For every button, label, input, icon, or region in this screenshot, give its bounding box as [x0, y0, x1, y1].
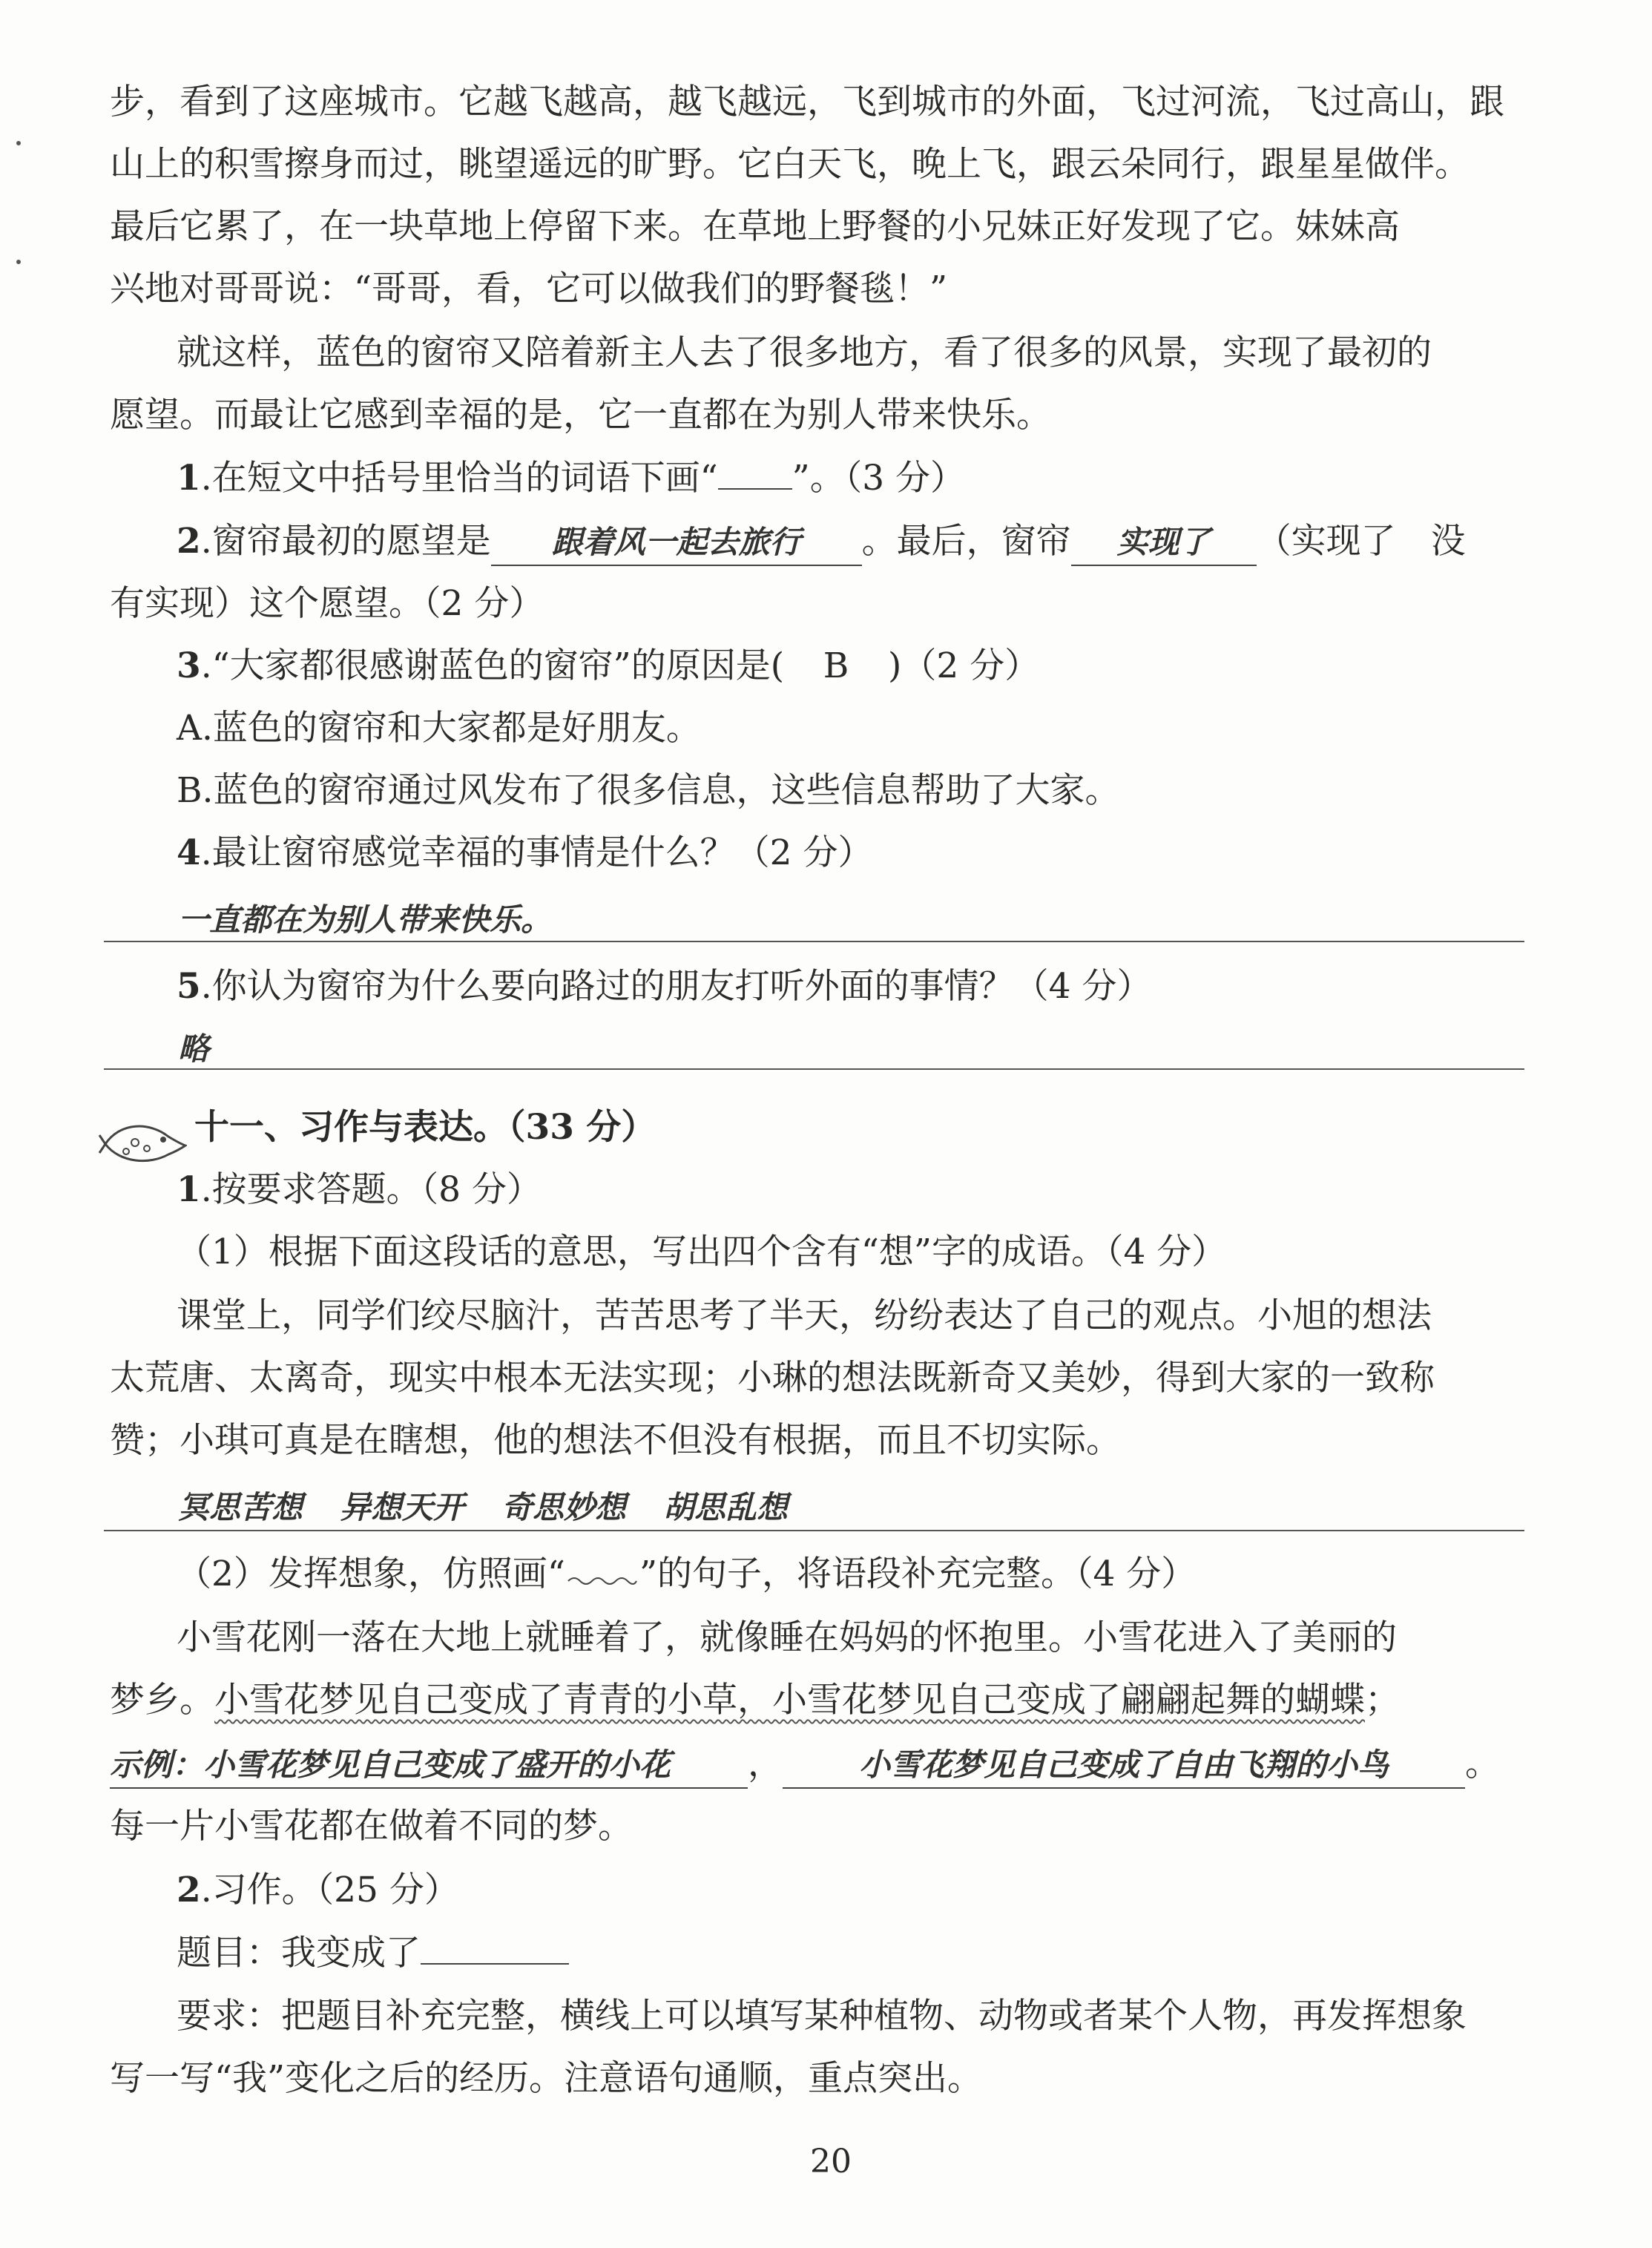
question-text: .你认为窗帘为什么要向路过的朋友打听外面的事情？（4 分）	[200, 966, 1152, 1007]
option-b: B.蓝色的窗帘通过风发布了很多信息，这些信息帮助了大家。	[177, 770, 1120, 811]
question-3	[177, 644, 1039, 688]
idiom-answers	[178, 1485, 788, 1530]
answer-blank: 实现了	[1071, 520, 1257, 566]
passage-line: 兴地对哥哥说：“哥哥，看，它可以做我们的野餐毯！”	[110, 269, 948, 309]
question-text: .窗帘最初的愿望是	[200, 521, 491, 562]
answer-blank: 小雪花梦见自己变成了自由飞翔的小鸟	[783, 1743, 1465, 1789]
answer-line	[104, 941, 1524, 942]
question-5	[177, 964, 1151, 1009]
passage-line	[110, 1678, 1400, 1723]
fish-icon	[98, 1114, 187, 1166]
idiom-answer: 奇思妙想	[501, 1489, 627, 1525]
question-text: )（2 分）	[888, 645, 1040, 686]
question-number: 2	[177, 521, 201, 562]
question-text: 。最后，窗帘	[861, 521, 1071, 562]
question-1	[177, 456, 965, 501]
passage-text: 。	[1465, 1743, 1500, 1784]
topic-blank	[421, 1930, 569, 1965]
scan-mark	[16, 141, 21, 145]
question-text: .最让窗帘感觉幸福的事情是什么？（2 分）	[200, 832, 873, 873]
question-4	[177, 831, 873, 875]
question-number: 3	[177, 645, 201, 686]
requirement-line: 写一写“我”变化之后的经历。注意语句通顺，重点突出。	[110, 2058, 983, 2099]
question-text: ”的句子，将语段补充完整。（4 分）	[639, 1554, 1197, 1594]
subquestion-1-2	[177, 1552, 1196, 1597]
question-number: 4	[177, 832, 201, 873]
question-text: .在短文中括号里恰当的词语下画“	[200, 458, 718, 499]
subquestion-1	[177, 1168, 542, 1212]
passage-line: 太荒唐、太离奇，现实中根本无法实现；小琳的想法既新奇又美妙，得到大家的一致称	[110, 1358, 1435, 1399]
question-number: 1	[177, 1169, 201, 1210]
passage-line: 课堂上，同学们绞尽脑汁，苦苦思考了半天，纷纷表达了自己的观点。小旭的想法	[177, 1295, 1432, 1336]
question-text: .“大家都很感谢蓝色的窗帘”的原因是(	[200, 645, 785, 686]
passage-text: 梦乡。	[110, 1680, 214, 1720]
question-text: （实现了 没	[1256, 521, 1466, 562]
idiom-answer: 胡思乱想	[663, 1489, 789, 1525]
question-text: ”。（3 分）	[792, 458, 966, 499]
question-text: .习作。（25 分）	[200, 1870, 459, 1910]
answer-blank: 示例：小雪花梦见自己变成了盛开的小花	[110, 1743, 748, 1789]
passage-text: ；	[1365, 1680, 1400, 1720]
subquestion-2	[177, 1868, 459, 1913]
passage-line: 每一片小雪花都在做着不同的梦。	[110, 1806, 633, 1847]
question-text: .按要求答题。（8 分）	[200, 1169, 542, 1210]
passage-line: 小雪花刚一落在大地上就睡着了，就像睡在妈妈的怀抱里。小雪花进入了美丽的	[177, 1617, 1397, 1658]
option-a: A.蓝色的窗帘和大家都是好朋友。	[177, 708, 701, 749]
question-number: 5	[177, 966, 201, 1007]
passage-line: 最后它累了，在一块草地上停留下来。在草地上野餐的小兄妹正好发现了它。妹妹高	[110, 206, 1400, 247]
passage-line: 愿望。而最让它感到幸福的是，它一直都在为别人带来快乐。	[110, 395, 1051, 436]
answer-blank: 跟着风一起去旅行	[491, 520, 862, 566]
answer-choice: B	[823, 645, 849, 686]
page-number: 20	[810, 2143, 852, 2180]
passage-line: 步，看到了这座城市。它越飞越高，越飞越远，飞到城市的外面，飞过河流，飞过高山，跟	[110, 82, 1504, 122]
question-number: 1	[177, 458, 201, 499]
passage-line: 山上的积雪擦身而过，眺望遥远的旷野。它白天飞，晚上飞，跟云朵同行，跟星星做伴。	[110, 144, 1470, 185]
answer-text: 一直都在为别人带来快乐。	[178, 901, 553, 938]
question-number: 2	[177, 1870, 201, 1910]
scan-mark	[16, 260, 21, 264]
answer-text: 略	[178, 1031, 210, 1067]
question-text: 有实现）这个愿望。（2 分）	[110, 583, 544, 624]
subquestion-1-1: （1）根据下面这段话的意思，写出四个含有“想”字的成语。（4 分）	[177, 1232, 1227, 1272]
passage-line: 赞；小琪可真是在瞎想，他的想法不但没有根据，而且不切实际。	[110, 1420, 1121, 1461]
requirement-line: 要求：把题目补充完整，横线上可以填写某种植物、动物或者某个人物，再发挥想象	[177, 1996, 1467, 2037]
question-text: 题目：我变成了	[177, 1933, 421, 1973]
idiom-answer: 异想天开	[340, 1489, 465, 1525]
essay-topic	[177, 1930, 569, 1976]
passage-text: ，	[748, 1743, 783, 1784]
underline-sample	[718, 456, 792, 490]
section-title: 十一、习作与表达。（33 分）	[194, 1107, 656, 1148]
passage-line: 就这样，蓝色的窗帘又陪着新主人去了很多地方，看了很多的风景，实现了最初的	[177, 332, 1432, 373]
answer-line	[104, 1068, 1524, 1070]
idiom-answer: 冥思苦想	[178, 1489, 303, 1525]
answer-line	[104, 1530, 1524, 1531]
answer-row	[110, 1742, 1500, 1789]
wavy-underline-icon	[565, 1563, 639, 1585]
wavy-sample-sentence: 小雪花梦见自己变成了青青的小草，小雪花梦见自己变成了翩翩起舞的蝴蝶	[214, 1680, 1365, 1720]
question-2	[177, 519, 1466, 566]
question-text: （2）发挥想象，仿照画“	[177, 1554, 565, 1594]
